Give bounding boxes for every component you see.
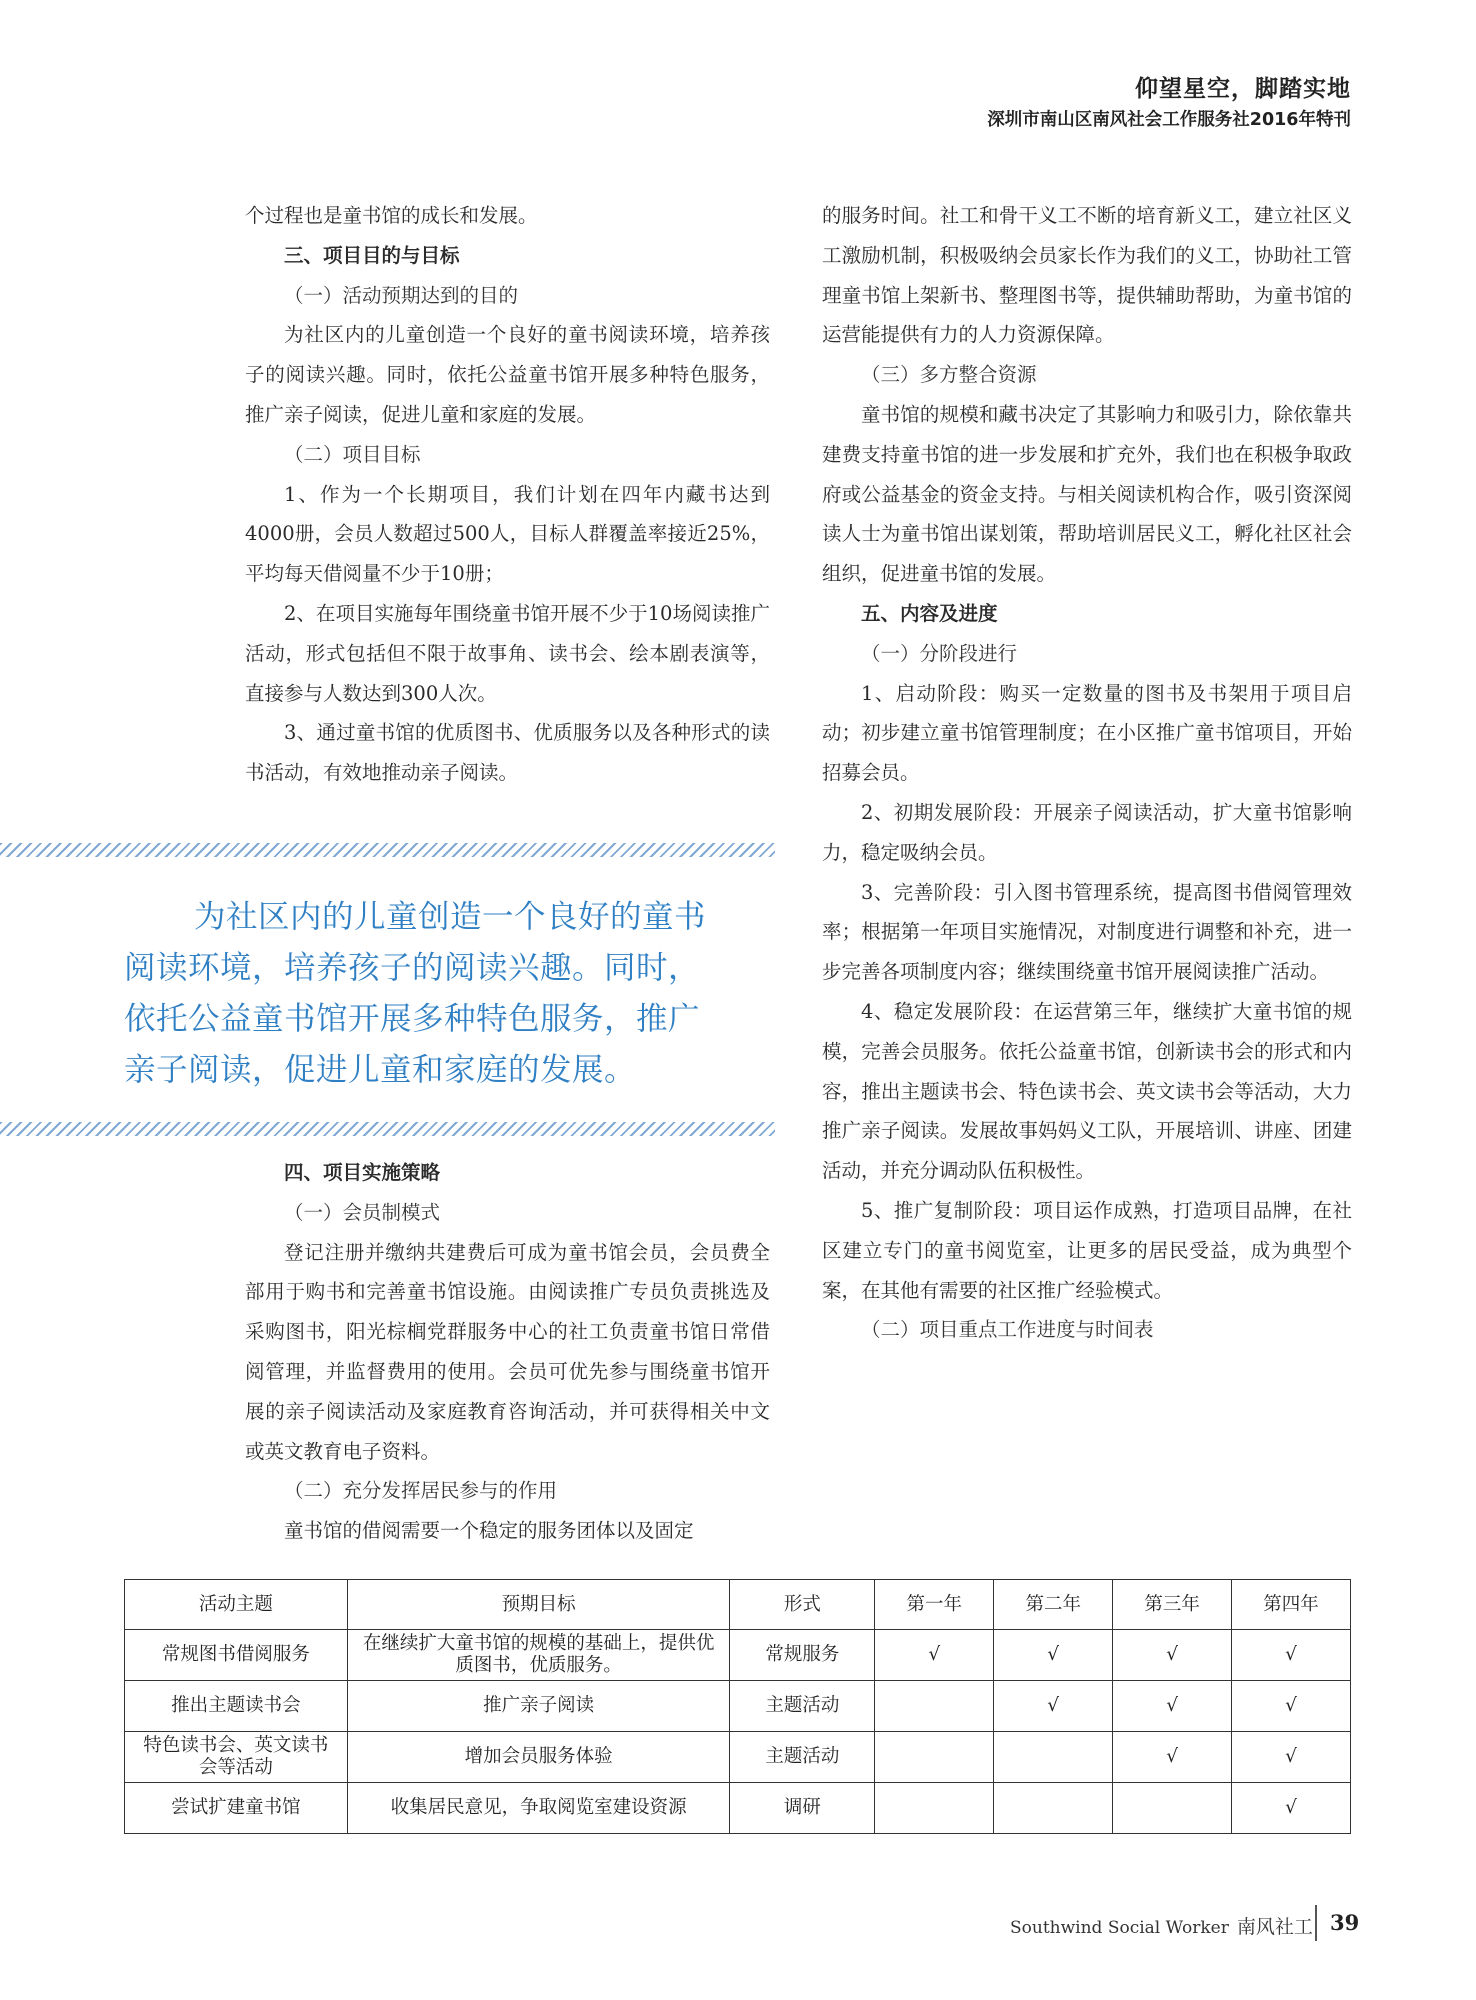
table-cell: 推出主题读书会: [125, 1681, 348, 1732]
table-cell: √: [1113, 1732, 1232, 1783]
table-cell: √: [1232, 1630, 1351, 1681]
table-cell: √: [994, 1681, 1113, 1732]
table-cell: [875, 1681, 994, 1732]
table-header-cell: 形式: [730, 1580, 875, 1630]
running-header-subtitle: 深圳市南山区南风社会工作服务社2016年特刊: [987, 110, 1351, 130]
table-cell: 增加会员服务体验: [347, 1732, 730, 1783]
table-row: [125, 1783, 1351, 1834]
section-heading: 三、项目目的与目标: [284, 243, 460, 267]
table-cell: [875, 1783, 994, 1834]
table-cell: √: [1232, 1681, 1351, 1732]
subsection-heading: （一）分阶段进行: [861, 641, 1018, 665]
table-cell: √: [1232, 1732, 1351, 1783]
table-header-cell: 第一年: [875, 1580, 994, 1630]
footer-magazine-cn: 南风社工: [1236, 1916, 1313, 1938]
table-cell: √: [1113, 1630, 1232, 1681]
pull-quote-line: 依托公益童书馆开展多种特色服务，推广: [124, 1001, 701, 1037]
right-column: [822, 196, 1352, 1350]
table-row: [125, 1630, 1351, 1681]
subsection-heading: （三）多方整合资源: [861, 363, 1037, 387]
table-cell: √: [994, 1630, 1113, 1681]
paragraph: 为社区内的儿童创造一个良好的童书阅读环境，培养孩子的阅读兴趣。同时，依托公益童书馆开展多种特色服务，推广亲子阅读，促进儿童和家庭的发展。: [245, 323, 770, 426]
hatch-divider-bottom: [0, 1122, 775, 1136]
paragraph: 个过程也是童书馆的成长和发展。: [245, 204, 538, 227]
subsection-heading: （一）会员制模式: [284, 1200, 441, 1224]
paragraph: 2、初期发展阶段：开展亲子阅读活动，扩大童书馆影响力，稳定吸纳会员。: [822, 800, 1352, 864]
section-heading: 五、内容及进度: [861, 601, 998, 625]
page-number: 39: [1330, 1910, 1360, 1935]
table-cell: 推广亲子阅读: [347, 1681, 730, 1732]
paragraph: 3、通过童书馆的优质图书、优质服务以及各种形式的读书活动，有效地推动亲子阅读。: [245, 721, 770, 785]
schedule-table: [124, 1579, 1351, 1834]
table-header-cell: 活动主题: [125, 1580, 348, 1630]
paragraph: 童书馆的规模和藏书决定了其影响力和吸引力，除依靠共建费支持童书馆的进一步发展和扩充外，我们也在积极争取政府或公益基金的资金支持。与相关阅读机构合作，吸引资深阅读人士为童书馆出谋划策，帮助培训居民义工，孵化社区社会组织，促进童书馆的发展。: [822, 402, 1352, 586]
table-header-cell: 第二年: [994, 1580, 1113, 1630]
table-cell: 特色读书会、英文读书会等活动: [125, 1732, 348, 1783]
table-cell: 调研: [730, 1783, 875, 1834]
pull-quote: [124, 892, 774, 1096]
subsection-heading: （一）活动预期达到的目的: [284, 283, 519, 307]
paragraph: 3、完善阶段：引入图书管理系统，提高图书借阅管理效率；根据第一年项目实施情况，对制度进行调整和补充，进一步完善各项制度内容；继续围绕童书馆开展阅读推广活动。: [822, 880, 1352, 984]
footer-magazine-en: Southwind Social Worker: [1010, 1918, 1229, 1938]
paragraph: 2、在项目实施每年围绕童书馆开展不少于10场阅读推广活动，形式包括但不限于故事角、读书会、绘本剧表演等，直接参与人数达到300人次。: [245, 601, 770, 705]
table-cell: [1113, 1783, 1232, 1834]
table-row: [125, 1732, 1351, 1783]
table-cell: √: [875, 1630, 994, 1681]
paragraph: 1、启动阶段：购买一定数量的图书及书架用于项目启动；初步建立童书馆管理制度；在小区推广童书馆项目，开始招募会员。: [822, 681, 1352, 785]
table-cell: [994, 1732, 1113, 1783]
table-cell: [994, 1783, 1113, 1834]
footer-divider: [1315, 1905, 1317, 1941]
table-cell: 尝试扩建童书馆: [125, 1783, 348, 1834]
table-header-row: [125, 1580, 1351, 1630]
table-row: [125, 1681, 1351, 1732]
paragraph: 4、稳定发展阶段：在运营第三年，继续扩大童书馆的规模，完善会员服务。依托公益童书馆，创新读书会的形式和内容，推出主题读书会、特色读书会、英文读书会等活动，大力推广亲子阅读。发展故事妈妈义工队，开展培训、讲座、团建活动，并充分调动队伍积极性。: [822, 999, 1352, 1183]
left-column: [245, 196, 770, 793]
table-cell: √: [1113, 1681, 1232, 1732]
subsection-heading: （二）项目目标: [284, 442, 421, 466]
section-heading: 四、项目实施策略: [284, 1161, 441, 1184]
pull-quote-line: 亲子阅读，促进儿童和家庭的发展。: [124, 1052, 637, 1088]
paragraph: 1、作为一个长期项目，我们计划在四年内藏书达到4000册，会员人数超过500人，目标人群覆盖率接近25%，平均每天借阅量不少于10册；: [245, 482, 770, 586]
pull-quote-line: 阅读环境，培养孩子的阅读兴趣。同时，: [124, 950, 701, 986]
footer-magazine: [1010, 1912, 1313, 1939]
table-header-cell: 预期目标: [347, 1580, 730, 1630]
table-cell: [875, 1732, 994, 1783]
table-cell: 主题活动: [730, 1681, 875, 1732]
table-header-cell: 第四年: [1232, 1580, 1351, 1630]
table-cell: √: [1232, 1783, 1351, 1834]
table-cell: 在继续扩大童书馆的规模的基础上，提供优质图书，优质服务。: [347, 1630, 730, 1681]
table-cell: 常规服务: [730, 1630, 875, 1681]
subsection-heading: （二）项目重点工作进度与时间表: [861, 1318, 1154, 1342]
table-cell: 主题活动: [730, 1732, 875, 1783]
hatch-divider-top: [0, 843, 775, 857]
table-header-cell: 第三年: [1113, 1580, 1232, 1630]
paragraph: 的服务时间。社工和骨干义工不断的培育新义工，建立社区义工激励机制，积极吸纳会员家长作为我们的义工，协助社工管理童书馆上架新书、整理图书等，提供辅助帮助，为童书馆的运营能提供有力的人力资源保障。: [822, 204, 1352, 347]
table-cell: 常规图书借阅服务: [125, 1630, 348, 1681]
paragraph: 登记注册并缴纳共建费后可成为童书馆会员，会员费全部用于购书和完善童书馆设施。由阅读推广专员负责挑选及采购图书，阳光棕榈党群服务中心的社工负责童书馆日常借阅管理，并监督费用的使用。会员可优先参与围绕童书馆开展的亲子阅读活动及家庭教育咨询活动，并可获得相关中文或英文教育电子资料。: [245, 1240, 770, 1463]
paragraph: 童书馆的借阅需要一个稳定的服务团体以及固定: [284, 1519, 694, 1543]
paragraph: 5、推广复制阶段：项目运作成熟，打造项目品牌，在社区建立专门的童书阅览室，让更多的居民受益，成为典型个案，在其他有需要的社区推广经验模式。: [822, 1198, 1352, 1302]
left-column-lower: [245, 1153, 770, 1551]
table-cell: 收集居民意见，争取阅览室建设资源: [347, 1783, 730, 1834]
subsection-heading: （二）充分发挥居民参与的作用: [284, 1479, 558, 1503]
running-header-title: 仰望星空，脚踏实地: [1135, 76, 1351, 102]
pull-quote-line: 为社区内的儿童创造一个良好的童书: [194, 899, 707, 935]
